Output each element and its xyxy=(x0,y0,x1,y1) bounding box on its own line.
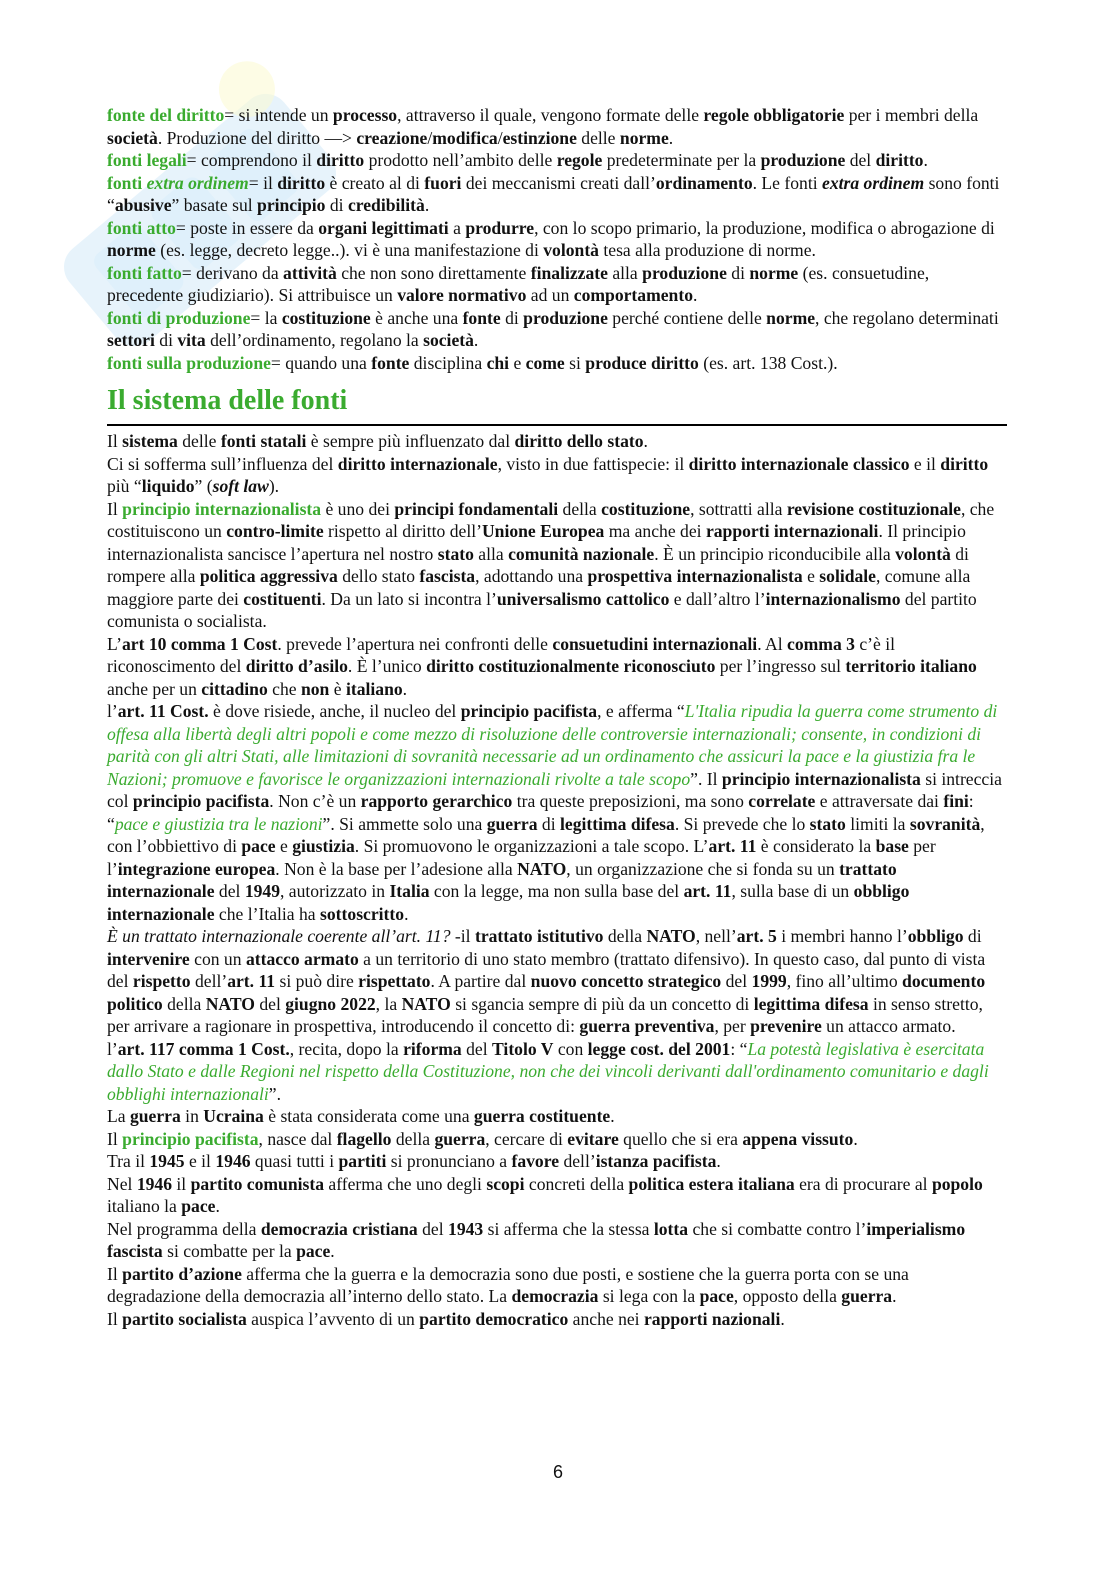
definition-fonti-legali: fonti legali= comprendono il diritto prodotto nell’ambito delle regole predeterminate per la produzione del diritto. xyxy=(107,150,928,170)
document-body xyxy=(107,104,1007,1330)
paragraph-art-10: L’art 10 comma 1 Cost. prevede l’apertura nei confronti delle consuetudini internazionali. Al comma 3 c’è il riconoscimento del diritto d’asilo. È l’unico diritto costituzionalmente riconosciuto per l’ingresso sul territorio italiano anche per un cittadino che non è italiano. xyxy=(107,633,977,699)
definition-fonte-del-diritto: fonte del diritto= si intende un processo, attraverso il quale, vengono formate delle regole obbligatorie per i membri della società. Produzione del diritto —> creazione/modifica/estinzione delle norme. xyxy=(107,105,979,148)
paragraph-ucraina: La guerra in Ucraina è stata considerata come una guerra costituente. xyxy=(107,1106,615,1126)
paragraph-democrazia-cristiana: Nel programma della democrazia cristiana del 1943 si afferma che la stessa lotta che si combatte contro l’imperialismo fascista si combatte per la pace. xyxy=(107,1218,966,1261)
paragraph-art-11: l’art. 11 Cost. è dove risiede, anche, il nucleo del principio pacifista, e afferma “L'Italia ripudia la guerra come strumento di offesa alla libertà degli altri popoli e come mezzo di risoluzione delle controversie internazionali; consente, in condizioni di parità con gli altri Stati, alle limitazioni di sovranità necessarie ad un ordinamento che assicuri la pace e la giustizia fra le Nazioni; promuove e favorisce le organizzazioni internazionali rivolte a tale scopo”. Il principio internazionalista si intreccia col principio pacifista. Non c’è un rapporto gerarchico tra queste preposizioni, ma sono correlate e attraversate dai fini: “pace e giustizia tra le nazioni”. Si ammette solo una guerra di legittima difesa. Si prevede che lo stato limiti la sovranità, con l’obbiettivo di pace e giustizia. Si promuovono le organizzazioni a tale scopo. L’art. 11 è considerato la base per l’integrazione europea. Non è la base per l’adesione alla NATO, un organizzazione che si fonda su un trattato internazionale del 1949, autorizzato in Italia con la legge, ma non sulla base del art. 11, sulla base di un obbligo internazionale che l’Italia ha sottoscritto. xyxy=(107,701,1002,924)
paragraph-partito-azione: Il partito d’azione afferma che la guerra e la democrazia sono due posti, e sostiene che la guerra porta con se una degradazione della democrazia all’interno dello stato. La democrazia si lega con la pace, opposto della guerra. xyxy=(107,1263,909,1306)
paragraph-partito-socialista: Il partito socialista auspica l’avvento di un partito democratico anche nei rapporti nazionali. xyxy=(107,1308,785,1329)
definition-fonti-di-produzione: fonti di produzione= la costituzione è anche una fonte di produzione perché contiene delle norme, che regolano determinati settori di vita dell’ordinamento, regolano la società. xyxy=(107,307,999,350)
paragraph-principio-internazionalista: Il principio internazionalista è uno dei principi fondamentali della costituzione, sottratti alla revisione costituzionale, che costituiscono un contro-limite rispetto al diritto dell’Unione Europea ma anche dei rapporti internazionali. Il principio internazionalista sancisce l’apertura nel nostro stato alla comunità nazionale. È un principio riconducibile alla volontà di rompere alla politica aggressiva dello stato fascista, adottando una prospettiva internazionalista e solidale, comune alla maggiore parte dei costituenti. Da un lato si incontra l’universalismo cattolico e dall’altro l’internazionalismo del partito comunista o socialista. xyxy=(107,498,995,631)
section-heading: Il sistema delle fonti xyxy=(107,384,1007,426)
definition-fonti-sulla-produzione: fonti sulla produzione= quando una fonte disciplina chi e come si produce diritto (es. art. 138 Cost.). xyxy=(107,352,838,373)
page-number: 6 xyxy=(552,1462,563,1482)
paragraph-partito-comunista: Nel 1946 il partito comunista afferma che uno degli scopi concreti della politica estera italiana era di procurare al popolo italiano la pace. xyxy=(107,1173,983,1216)
paragraph-principio-pacifista: Il principio pacifista, nasce dal flagello della guerra, cercare di evitare quello che si era appena vissuto. xyxy=(107,1128,858,1149)
paragraph-art-117: l’art. 117 comma 1 Cost., recita, dopo la riforma del Titolo V con legge cost. del 2001: “La potestà legislativa è esercitata dallo Stato e dalle Regioni nel rispetto della Costituzione, non che dei vincoli derivanti dall'ordinamento comunitario e dagli obblighi internazionali”. xyxy=(107,1038,989,1104)
paragraph-nato: È un trattato internazionale coerente all’art. 11? -il trattato istitutivo della NATO, nell’art. 5 i membri hanno l’obbligo di intervenire con un attacco armato a un territorio di uno stato membro (trattato difensivo). In questo caso, dal punto di vista del rispetto dell’art. 11 si può dire rispettato. A partire dal nuovo concetto strategico del 1999, fino all’ultimo documento politico della NATO del giugno 2022, la NATO si sgancia sempre di più da un concetto di legittima difesa in senso stretto, per arrivare a ragionare in prospettiva, introducendo il concetto di: guerra preventiva, per prevenire un attacco armato. xyxy=(107,926,986,1036)
paragraph-1945-1946: Tra il 1945 e il 1946 quasi tutti i partiti si pronunciano a favore dell’istanza pacifista. xyxy=(107,1151,721,1171)
paragraph-diritto-internazionale: Ci si sofferma sull’influenza del diritto internazionale, visto in due fattispecie: il diritto internazionale classico e il diritto più “liquido” (soft law). xyxy=(107,453,989,496)
paragraph-sistema: Il sistema delle fonti statali è sempre più influenzato dal diritto dello stato. xyxy=(107,431,648,451)
definition-fonti-fatto: fonti fatto= derivano da attività che non sono direttamente finalizzate alla produzione di norme (es. consuetudine, precedente giudiziario). Si attribuisce un valore normativo ad un comportamento. xyxy=(107,262,930,305)
definition-fonti-extra-ordinem: fonti extra ordinem= il diritto è creato al di fuori dei meccanismi creati dall’ordinamento. Le fonti extra ordinem sono fonti “abusive” basate sul principio di credibilità. xyxy=(107,172,1000,215)
definition-fonti-atto: fonti atto= poste in essere da organi legittimati a produrre, con lo scopo primario, la produzione, modifica o abrogazione di norme (es. legge, decreto legge..). vi è una manifestazione di volontà tesa alla produzione di norme. xyxy=(107,217,995,260)
